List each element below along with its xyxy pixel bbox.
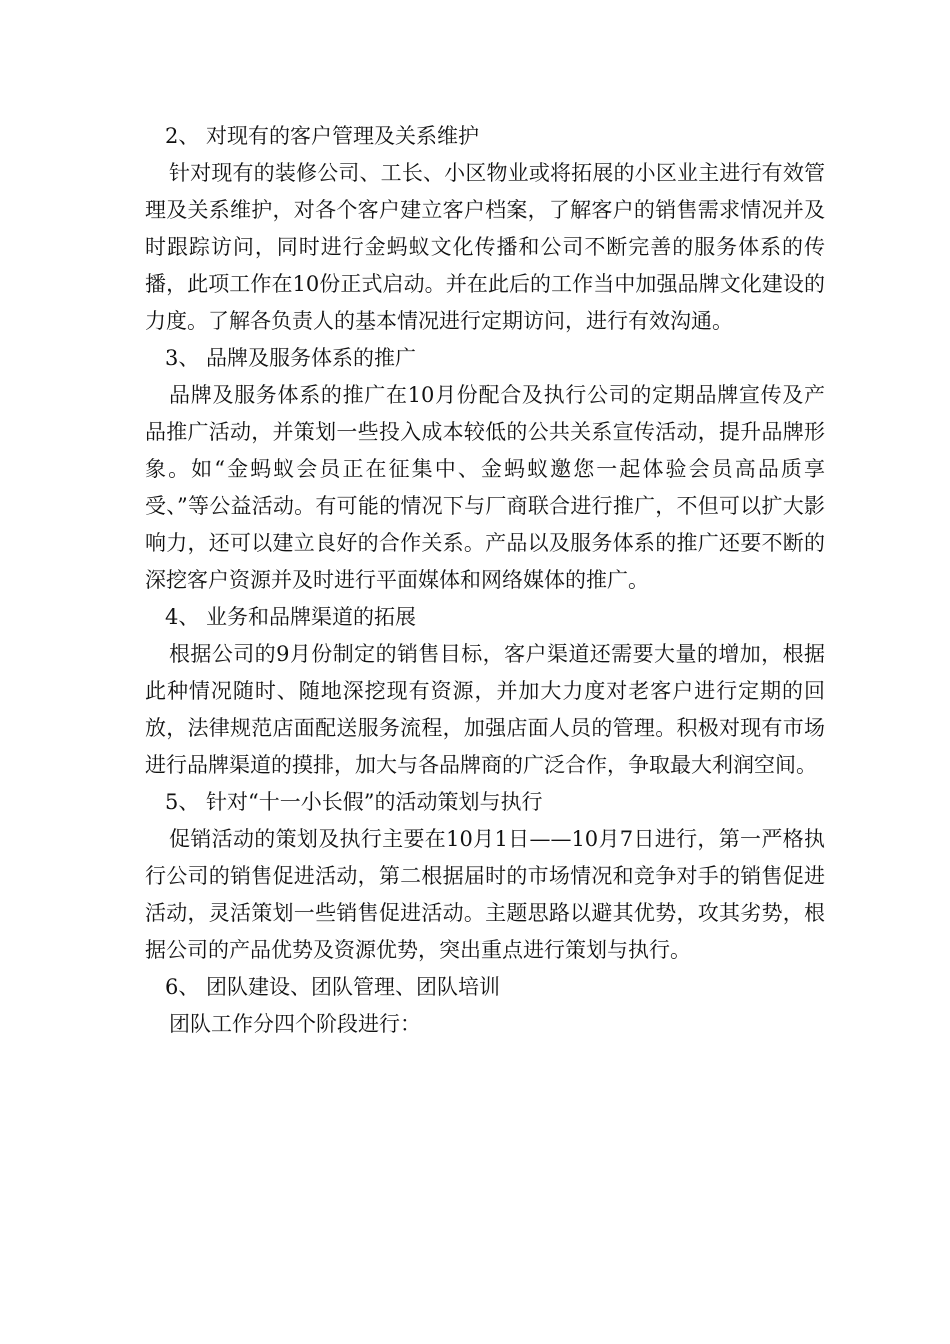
section-paragraph: 品牌及服务体系的推广在10月份配合及执行公司的定期品牌宣传及产品推广活动，并策划一些投入成本较低的公共关系宣传活动，提升品牌形象。如“金蚂蚁会员正在征集中、金蚂蚁邀您一起体验会员高品质享受、”等公益活动。有可能的情况下与厂商联合进行推广，不但可以扩大影响力，还可以建立良好的合作关系。产品以及服务体系的推广还要不断的深挖客户资源并及时进行平面媒体和网络媒体的推广。 — [145, 383, 825, 592]
document-body — [145, 118, 825, 1043]
section-heading: 2、 对现有的客户管理及关系维护 — [165, 124, 480, 148]
section-paragraph: 针对现有的装修公司、工长、小区物业或将拓展的小区业主进行有效管理及关系维护，对各个客户建立客户档案，了解客户的销售需求情况并及时跟踪访问，同时进行金蚂蚁文化传播和公司不断完善的服务体系的传播，此项工作在10份正式启动。并在此后的工作当中加强品牌文化建设的力度。了解各负责人的基本情况进行定期访问，进行有效沟通。 — [145, 161, 825, 333]
section-heading: 3、 品牌及服务体系的推广 — [165, 346, 417, 370]
section-heading: 4、 业务和品牌渠道的拓展 — [165, 605, 417, 629]
section-customer-management — [145, 118, 825, 340]
section-team-building — [145, 969, 825, 1043]
section-heading: 5、 针对“十一小长假”的活动策划与执行 — [165, 790, 543, 814]
section-paragraph: 促销活动的策划及执行主要在10月1日——10月7日进行，第一严格执行公司的销售促进活动，第二根据届时的市场情况和竞争对手的销售促进活动，灵活策划一些销售促进活动。主题思路以避其优势，攻其劣势，根据公司的产品优势及资源优势，突出重点进行策划与执行。 — [145, 827, 825, 962]
section-paragraph: 团队工作分四个阶段进行： — [169, 1012, 421, 1036]
section-paragraph: 根据公司的9月份制定的销售目标，客户渠道还需要大量的增加，根据此种情况随时、随地深挖现有资源，并加大力度对老客户进行定期的回放，法律规范店面配送服务流程，加强店面人员的管理。积极对现有市场进行品牌渠道的摸排，加大与各品牌商的广泛合作，争取最大利润空间。 — [145, 642, 825, 777]
section-channel-expansion — [145, 599, 825, 784]
section-holiday-campaign — [145, 784, 825, 969]
section-brand-promotion — [145, 340, 825, 599]
section-heading: 6、 团队建设、团队管理、团队培训 — [165, 975, 501, 999]
